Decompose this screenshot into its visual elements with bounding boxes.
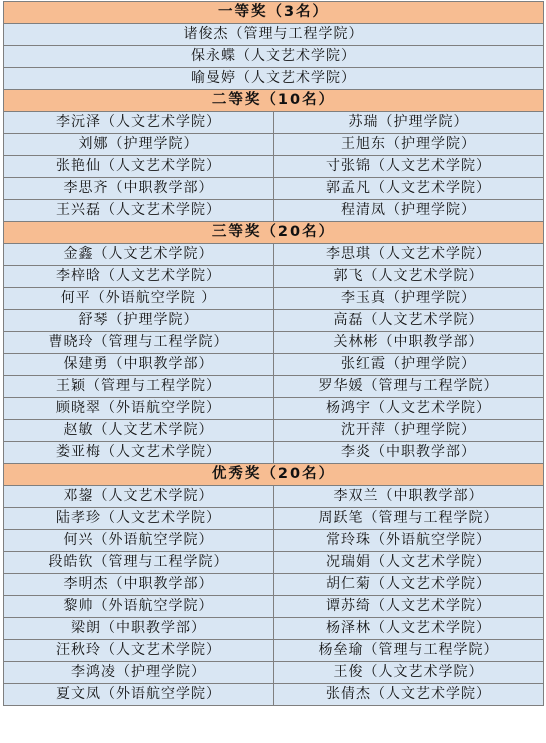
winner-cell-left: 陆孝珍（人文艺术学院） [4,508,274,529]
table-row [4,442,544,464]
table-row [4,530,544,552]
table-row [4,46,544,68]
winner-cell-right: 沈开萍（护理学院） [274,420,544,441]
winner-cell-right: 张红霞（护理学院） [274,354,544,375]
section-header-third-prize [4,222,544,244]
winner-cell-right: 关林彬（中职教学部） [274,332,544,353]
winner-cell-right: 高磊（人文艺术学院） [274,310,544,331]
table-row [4,288,544,310]
winner-cell-right: 程清凤（护理学院） [274,200,544,221]
section-header-first-prize [4,2,544,24]
winner-cell-left: 保建勇（中职教学部） [4,354,274,375]
section-header-second-prize [4,90,544,112]
winner-cell-left: 夏文凤（外语航空学院） [4,684,274,705]
winner-cell-right: 李炎（中职教学部） [274,442,544,463]
winner-cell-right: 谭苏绮（人文艺术学院） [274,596,544,617]
winner-cell-left: 舒琴（护理学院） [4,310,274,331]
winner-cell-left: 娄亚梅（人文艺术学院） [4,442,274,463]
table-row [4,310,544,332]
winner-cell-left: 顾晓翠（外语航空学院） [4,398,274,419]
winner-cell-right: 王旭东（护理学院） [274,134,544,155]
winner-cell-left: 李思齐（中职教学部） [4,178,274,199]
table-row [4,68,544,90]
table-row [4,332,544,354]
table-row [4,156,544,178]
winner-cell-right: 李双兰（中职教学部） [274,486,544,507]
winner-cell-right: 李玉真（护理学院） [274,288,544,309]
table-row [4,376,544,398]
winner-cell-right: 郭孟凡（人文艺术学院） [274,178,544,199]
winner-cell-left: 梁朗（中职教学部） [4,618,274,639]
winner-cell-left: 李梓晗（人文艺术学院） [4,266,274,287]
section-title: 三等奖（20名） [4,222,544,243]
winner-cell: 喻曼婷（人文艺术学院） [4,68,544,89]
table-row [4,574,544,596]
winner-cell-right: 寸张锦（人文艺术学院） [274,156,544,177]
table-row [4,398,544,420]
winner-cell-left: 段皓钦（管理与工程学院） [4,552,274,573]
winner-cell-left: 金鑫（人文艺术学院） [4,244,274,265]
winner-cell-right: 胡仁菊（人文艺术学院） [274,574,544,595]
winner-cell-left: 李沅泽（人文艺术学院） [4,112,274,133]
award-table [3,1,544,706]
table-row [4,354,544,376]
winner-cell-right: 杨泽林（人文艺术学院） [274,618,544,639]
winner-cell-right: 杨垒瑜（管理与工程学院） [274,640,544,661]
winner-cell-right: 周跃笔（管理与工程学院） [274,508,544,529]
winner-cell-left: 曹晓玲（管理与工程学院） [4,332,274,353]
table-row [4,662,544,684]
section-title: 优秀奖（20名） [4,464,544,485]
winner-cell-right: 常玲珠（外语航空学院） [274,530,544,551]
winner-cell-left: 王兴磊（人文艺术学院） [4,200,274,221]
table-row [4,200,544,222]
winner-cell-right: 李思琪（人文艺术学院） [274,244,544,265]
winner-cell-left: 李明杰（中职教学部） [4,574,274,595]
table-row [4,684,544,706]
winner-cell-right: 张倩杰（人文艺术学院） [274,684,544,705]
winner-cell-left: 邓鋆（人文艺术学院） [4,486,274,507]
table-row [4,486,544,508]
winner-cell-left: 李鸿凌（护理学院） [4,662,274,683]
winner-cell-left: 汪秋玲（人文艺术学院） [4,640,274,661]
winner-cell-right: 苏瑞（护理学院） [274,112,544,133]
table-row [4,112,544,134]
table-row [4,618,544,640]
winner-cell-left: 何兴（外语航空学院） [4,530,274,551]
winner-cell-right: 罗华媛（管理与工程学院） [274,376,544,397]
table-row [4,244,544,266]
winner-cell-left: 张艳仙（人文艺术学院） [4,156,274,177]
winner-cell-left: 黎帅（外语航空学院） [4,596,274,617]
winner-cell: 诸俊杰（管理与工程学院） [4,24,544,45]
winner-cell-left: 王颖（管理与工程学院） [4,376,274,397]
winner-cell-right: 郭飞（人文艺术学院） [274,266,544,287]
table-row [4,596,544,618]
table-row [4,552,544,574]
section-title: 二等奖（10名） [4,90,544,111]
table-row [4,508,544,530]
winner-cell-left: 赵敏（人文艺术学院） [4,420,274,441]
table-row [4,134,544,156]
table-row [4,178,544,200]
table-row [4,420,544,442]
winner-cell-right: 王俊（人文艺术学院） [274,662,544,683]
winner-cell-left: 何平（外语航空学院 ） [4,288,274,309]
section-header-excellence-prize [4,464,544,486]
winner-cell-right: 杨鸿宇（人文艺术学院） [274,398,544,419]
table-row [4,24,544,46]
winner-cell-right: 况瑞娟（人文艺术学院） [274,552,544,573]
section-title: 一等奖（3名） [4,2,544,23]
table-row [4,640,544,662]
winner-cell-left: 刘娜（护理学院） [4,134,274,155]
table-row [4,266,544,288]
winner-cell: 保永蝶（人文艺术学院） [4,46,544,67]
